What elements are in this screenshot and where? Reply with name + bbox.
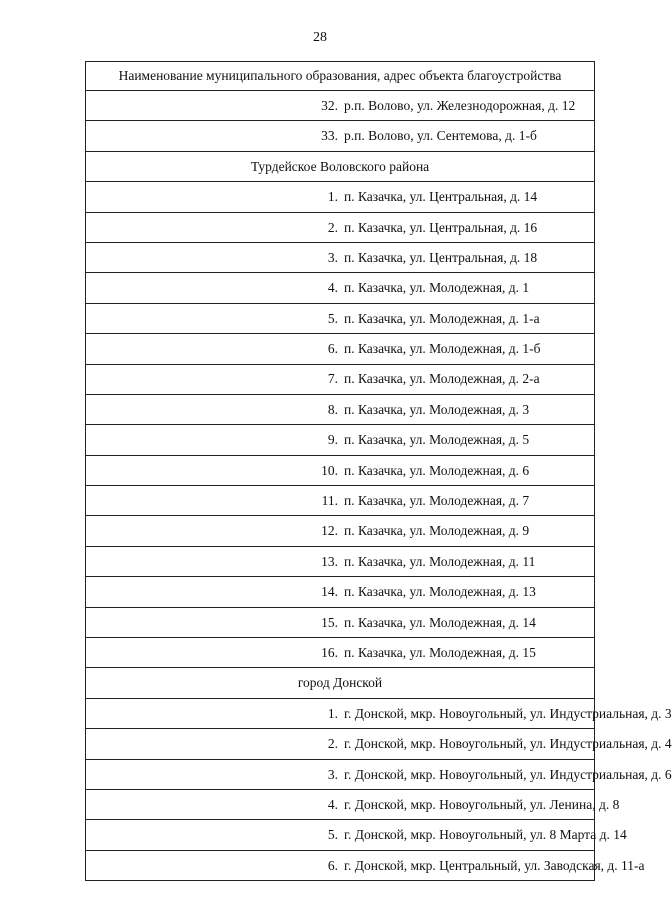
row-number: 2. bbox=[327, 736, 338, 752]
address-cell: п. Казачка, ул. Молодежная, д. 14 bbox=[340, 607, 595, 637]
table-header-cell: Наименование муниципального образования, адрес объекта благоустройства bbox=[86, 62, 595, 91]
row-number-cell bbox=[86, 242, 341, 272]
row-number: 12. bbox=[321, 523, 338, 539]
address-cell: г. Донской, мкр. Новоугольный, ул. Индустриальная, д. 6 bbox=[340, 759, 595, 789]
row-number-cell bbox=[86, 638, 341, 668]
row-number-cell bbox=[86, 364, 341, 394]
table-row bbox=[86, 303, 595, 333]
address-cell: п. Казачка, ул. Молодежная, д. 6 bbox=[340, 455, 595, 485]
row-number: 6. bbox=[327, 341, 338, 357]
address-cell: г. Донской, мкр. Новоугольный, ул. 8 Марта д. 14 bbox=[340, 820, 595, 850]
section-header-row bbox=[86, 151, 595, 181]
row-number-cell bbox=[86, 303, 341, 333]
table-body bbox=[86, 62, 672, 881]
address-cell: п. Казачка, ул. Молодежная, д. 1-б bbox=[340, 334, 595, 364]
row-number: 5. bbox=[327, 310, 338, 326]
row-number: 4. bbox=[327, 796, 338, 812]
row-number-cell bbox=[86, 394, 341, 424]
address-cell: п. Казачка, ул. Молодежная, д. 7 bbox=[340, 486, 595, 516]
address-cell: п. Казачка, ул. Молодежная, д. 1-а bbox=[340, 303, 595, 333]
row-number: 13. bbox=[321, 553, 338, 569]
table-row bbox=[86, 455, 595, 485]
row-number: 3. bbox=[327, 249, 338, 265]
row-number: 7. bbox=[327, 371, 338, 387]
row-number-cell bbox=[86, 121, 341, 151]
table-row bbox=[86, 364, 595, 394]
table-row bbox=[86, 212, 595, 242]
row-number: 1. bbox=[327, 705, 338, 721]
objects-table bbox=[85, 61, 672, 881]
address-cell: г. Донской, мкр. Новоугольный, ул. Индустриальная, д. 3 bbox=[340, 698, 595, 728]
table-row bbox=[86, 486, 595, 516]
row-number-cell bbox=[86, 607, 341, 637]
row-number-cell bbox=[86, 212, 341, 242]
row-number-cell bbox=[86, 698, 341, 728]
row-number: 32. bbox=[321, 97, 338, 113]
row-number: 16. bbox=[321, 644, 338, 660]
row-number-cell bbox=[86, 273, 341, 303]
table-row bbox=[86, 607, 595, 637]
page-number: 28 bbox=[313, 30, 327, 45]
row-number: 14. bbox=[321, 584, 338, 600]
row-number: 10. bbox=[321, 462, 338, 478]
address-cell: г. Донской, мкр. Новоугольный, ул. Индустриальная, д. 4 bbox=[340, 729, 595, 759]
table-row bbox=[86, 121, 595, 151]
row-number-cell bbox=[86, 759, 341, 789]
address-cell: р.п. Волово, ул. Сентемова, д. 1-б bbox=[340, 121, 595, 151]
row-number-cell bbox=[86, 425, 341, 455]
address-cell: п. Казачка, ул. Молодежная, д. 2-а bbox=[340, 364, 595, 394]
row-number: 6. bbox=[327, 857, 338, 873]
address-cell: п. Казачка, ул. Молодежная, д. 15 bbox=[340, 638, 595, 668]
row-number-cell bbox=[86, 516, 341, 546]
address-cell: п. Казачка, ул. Центральная, д. 14 bbox=[340, 182, 595, 212]
row-number-cell bbox=[86, 182, 341, 212]
row-number: 2. bbox=[327, 219, 338, 235]
table-row bbox=[86, 759, 595, 789]
table-row bbox=[86, 425, 595, 455]
row-number: 1. bbox=[327, 189, 338, 205]
table-row bbox=[86, 820, 595, 850]
table-row bbox=[86, 638, 595, 668]
table-row bbox=[86, 698, 595, 728]
address-cell: г. Донской, мкр. Центральный, ул. Заводская, д. 11-а bbox=[340, 850, 595, 880]
table-row bbox=[86, 182, 595, 212]
address-cell: п. Казачка, ул. Молодежная, д. 1 bbox=[340, 273, 595, 303]
table-row bbox=[86, 516, 595, 546]
row-number-cell bbox=[86, 91, 341, 121]
table-row bbox=[86, 91, 595, 121]
row-number: 5. bbox=[327, 827, 338, 843]
address-cell: р.п. Волово, ул. Железнодорожная, д. 12 bbox=[340, 91, 595, 121]
table-row bbox=[86, 729, 595, 759]
table-row bbox=[86, 546, 595, 576]
table-row bbox=[86, 242, 595, 272]
row-number-cell bbox=[86, 486, 341, 516]
table-row bbox=[86, 394, 595, 424]
row-number-cell bbox=[86, 455, 341, 485]
row-number-cell bbox=[86, 334, 341, 364]
row-number-cell bbox=[86, 820, 341, 850]
section-title: город Донской bbox=[86, 668, 595, 698]
row-number: 15. bbox=[321, 614, 338, 630]
table-row bbox=[86, 273, 595, 303]
row-number: 33. bbox=[321, 128, 338, 144]
row-number-cell bbox=[86, 577, 341, 607]
row-number-cell bbox=[86, 789, 341, 819]
table-row bbox=[86, 789, 595, 819]
table-row bbox=[86, 850, 595, 880]
row-number-cell bbox=[86, 546, 341, 576]
table-row bbox=[86, 577, 595, 607]
table-header-row bbox=[86, 62, 595, 91]
address-cell: п. Казачка, ул. Молодежная, д. 9 bbox=[340, 516, 595, 546]
row-number-cell bbox=[86, 729, 341, 759]
row-number: 8. bbox=[327, 401, 338, 417]
address-cell: п. Казачка, ул. Молодежная, д. 3 bbox=[340, 394, 595, 424]
address-cell: г. Донской, мкр. Новоугольный, ул. Ленина, д. 8 bbox=[340, 789, 595, 819]
address-cell: п. Казачка, ул. Молодежная, д. 11 bbox=[340, 546, 595, 576]
row-number: 3. bbox=[327, 766, 338, 782]
row-number: 11. bbox=[321, 493, 338, 509]
address-cell: п. Казачка, ул. Центральная, д. 16 bbox=[340, 212, 595, 242]
section-title: Турдейское Воловского района bbox=[86, 151, 595, 181]
row-number: 4. bbox=[327, 280, 338, 296]
section-header-row bbox=[86, 668, 595, 698]
address-cell: п. Казачка, ул. Молодежная, д. 13 bbox=[340, 577, 595, 607]
address-cell: п. Казачка, ул. Молодежная, д. 5 bbox=[340, 425, 595, 455]
row-number-cell bbox=[86, 850, 341, 880]
address-cell: п. Казачка, ул. Центральная, д. 18 bbox=[340, 242, 595, 272]
table-row bbox=[86, 334, 595, 364]
row-number: 9. bbox=[327, 432, 338, 448]
